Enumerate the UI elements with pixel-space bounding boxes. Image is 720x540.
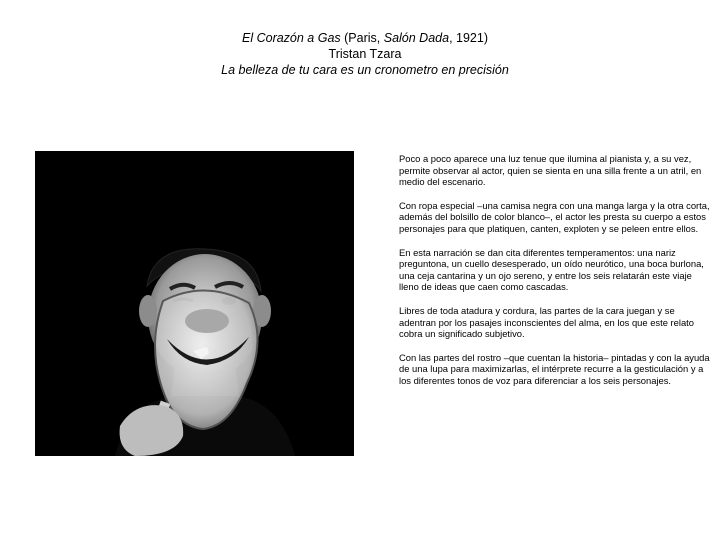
title-close: , 1921)	[449, 31, 488, 45]
author-line: Tristan Tzara	[328, 47, 402, 61]
description-text	[399, 153, 711, 399]
subtitle-line: La belleza de tu cara es un cronometro en precisión	[221, 63, 509, 77]
title-open: (Paris,	[340, 31, 384, 45]
magnified-nose-shape	[185, 309, 229, 333]
paragraph-2: Con ropa especial –una camisa negra con una manga larga y la otra corta, además del bolsillo de color blanco–, el actor les presta su cuerpo a estos personajes para que platiquen, canten, exploten y se peleen entre ellos.	[399, 199, 710, 234]
face-with-magnifying-glass-photo	[35, 151, 354, 456]
header	[150, 30, 580, 78]
paragraph-4: Libres de toda atadura y cordura, las partes de la cara juegan y se adentran por los pasajes inconscientes del alma, en los que este relato cobra un significado subjetivo.	[399, 304, 694, 340]
paragraph-1: Poco a poco aparece una luz tenue que ilumina al pianista y, a su vez, permite observar al actor, quien se sienta en una silla frente a un atril, en medio del escenario.	[399, 153, 702, 188]
left-ear-shape	[139, 295, 157, 327]
paragraph-5: Con las partes del rostro –que cuentan la historia– pintadas y con la ayuda de una lupa para maximizarlas, el intérprete recurre a la gesticulación y a los diferentes tonos de voz para diferenciar a los seis personajes.	[399, 351, 710, 386]
paragraph-3: En esta narración se dan cita diferentes temperamentos: una nariz preguntona, un cuello desesperado, un oído neurótico, una boca burlona, una ceja cantarina y un ojo sereno, y entre los seis relatarán este viaje lleno de ideas que caen como cascadas.	[399, 246, 704, 293]
photo-illustration	[35, 151, 354, 456]
title-line	[150, 30, 580, 46]
venue-name: Salón Dada	[383, 31, 450, 45]
play-title: El Corazón a Gas	[242, 31, 341, 45]
